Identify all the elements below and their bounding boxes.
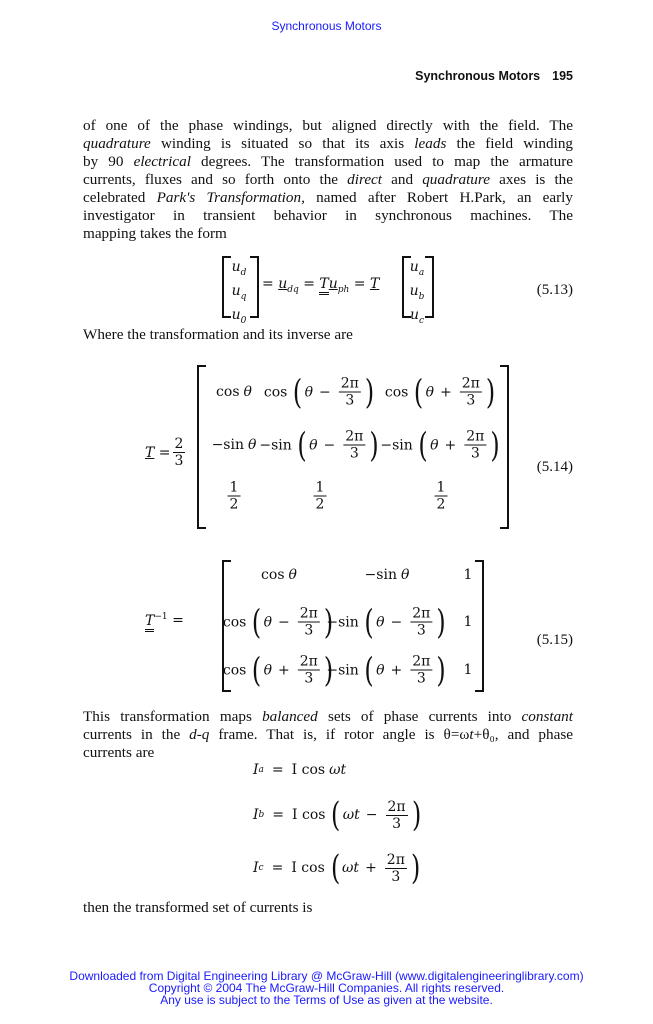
- argument: θ: [247, 437, 257, 453]
- operator: +: [278, 662, 290, 678]
- fraction: [343, 429, 365, 462]
- matrix-cell: [384, 372, 497, 412]
- denominator: 3: [345, 392, 355, 409]
- operator: −: [319, 384, 331, 400]
- text-line: [83, 171, 573, 189]
- function-name: cos: [222, 662, 247, 678]
- text-run: sets of phase currents into: [317, 708, 522, 725]
- subscript: a: [418, 267, 425, 278]
- emphasis: quadrature: [83, 135, 151, 152]
- text-line: [83, 708, 573, 726]
- matrix-cell: [292, 762, 346, 778]
- document-page: Synchronous Motors Synchronous Motors 195 of one of the phase windings, but aligned directly with the field. The quadrature winding is situated so that its axis leads the field winding by 90 electrical degrees. The transformation used to map the armature currents, fluxes and so forth onto the direct and quadrature axes is the celebrated Park's Transformation, named after Robert H.Park, an early investigator in transient behavior in synchronous machines. The mapping takes the form $u_d$ $u_q$ $u_0$ = $u_{dq} = Tu_{ph} = T$ $u_a$ $u_b$ $u_c$ (5.13) Where the transformation and its inverse are T = $\frac{2}{3}$ cos θ cos ( θ − $\frac{2\pi}{3}$ ) cos ( θ + $\frac{2\pi}{3}$ ) −sin θ −sin ( θ − $\frac{2\pi}{3}$ ) −sin ( θ + $\frac{2\pi}{3}$ ) $\frac{1}{2}$ $\frac{1}{2}$ $\frac{1}{2}$ (5.14) $T^{-1}$ = cos θ −sin θ 1 cos ( θ − $\frac{2\pi}{3}$ ) −sin ( θ − $\frac{2\pi}{3}$ ) 1 cos ( θ + $\frac{2\pi}{3}$ ) −sin ( θ + $\frac{2\pi}{3}$ ) 1 (5.15) This transformation maps balanced sets of phase currents into constant currents in the d-q frame. That is, if rotor angle is θ=ωt+θ₀, and phase currents are I a = I cos ωt I b = I cos ( ωt − $\frac{2\pi}{3}$ ) I c = I cos ( ωt + $\frac{2\pi}{3}$ ) then the transformed set of currents is Downloaded from Digital Engineering Library @ McGraw-Hill (www.digitalengineeringlibrary.com) Copyright © 2004 The McGraw-Hill Companies. All rights reserved. Any use is subject to the Terms of Use as given at the website.: [0, 0, 653, 1024]
- text-run: investigator in transient behavior in synchronous machines. The: [83, 207, 573, 224]
- text-line: [83, 117, 573, 135]
- function-name: I cos: [292, 807, 326, 823]
- function-name: cos: [384, 384, 409, 400]
- subscript: b: [258, 810, 265, 820]
- right-paren: ): [485, 372, 496, 412]
- text-run: This transformation maps: [83, 708, 263, 725]
- denominator: 3: [466, 392, 476, 409]
- text-line: [83, 135, 573, 153]
- matrix-cell: [312, 480, 329, 513]
- fraction: [298, 606, 320, 639]
- function-name: cos: [261, 567, 285, 583]
- text-run: frame. That is, if rotor angle is θ=ω: [209, 726, 470, 743]
- vector-entry: $u_c$: [409, 306, 425, 326]
- operator: −: [323, 437, 336, 453]
- where-text: Where the transformation and its inverse are: [83, 326, 353, 343]
- operator: −: [278, 614, 290, 630]
- numerator: 2π: [299, 653, 318, 670]
- matrix-cell: [216, 384, 252, 400]
- text-run: the field winding: [446, 135, 574, 152]
- right-paren: ): [410, 848, 421, 888]
- matrix-cell: [261, 567, 297, 583]
- running-head-title: Synchronous Motors: [415, 69, 541, 83]
- numerator: 2π: [299, 605, 318, 622]
- text-line: [83, 726, 573, 744]
- numerator: 1: [229, 479, 239, 496]
- current-equation: [253, 848, 422, 888]
- cell-text: 1: [463, 662, 473, 678]
- function-name: I cos: [291, 762, 326, 778]
- denominator: 2: [436, 496, 446, 513]
- emphasis: electrical: [133, 153, 191, 170]
- current-equation: [253, 795, 423, 835]
- matrix-cell: [222, 650, 335, 690]
- current-symbol: I: [253, 762, 259, 778]
- function-name: cos: [263, 384, 288, 400]
- footer-line: Copyright © 2004 The McGraw-Hill Companies. All rights reserved.: [148, 981, 505, 995]
- subscript: d: [240, 267, 247, 278]
- subscript: a: [258, 765, 264, 775]
- operator: +: [365, 860, 377, 876]
- text-run: currents, fluxes and so forth onto the: [83, 171, 348, 188]
- equation-number: (5.13): [536, 282, 573, 298]
- text-run: currents in the: [83, 726, 190, 743]
- function-name: −sin: [326, 662, 359, 678]
- left-paren: (: [364, 602, 375, 642]
- function-name: −sin: [364, 567, 397, 583]
- footer: [0, 970, 653, 1006]
- denominator: 3: [416, 670, 426, 687]
- vector-entry: $u_d$: [231, 259, 247, 278]
- left-paren: (: [418, 425, 429, 465]
- page-number: 195: [552, 69, 573, 83]
- paragraph-1: [83, 117, 573, 243]
- operator: −: [365, 807, 378, 823]
- denominator: 2: [315, 496, 325, 513]
- function-name: I cos: [291, 860, 325, 876]
- text-run: celebrated: [83, 189, 157, 206]
- argument: θ: [263, 614, 273, 630]
- text-run: +θ₀, and phase: [473, 726, 573, 743]
- right-paren: ): [490, 425, 500, 465]
- current-symbol: I: [253, 807, 259, 823]
- left-paren: (: [252, 602, 262, 642]
- emphasis: Park's Transformation,: [156, 189, 305, 206]
- chapter-banner: Synchronous Motors: [271, 19, 382, 33]
- text-line: [83, 207, 573, 225]
- right-paren: ): [323, 602, 334, 642]
- matrix-cell: [291, 848, 422, 888]
- matrix-cell: [365, 567, 410, 583]
- numerator: 2π: [386, 851, 405, 868]
- right-paren: ): [364, 372, 375, 412]
- paragraph-2: [83, 708, 573, 762]
- footer-line: Any use is subject to the Terms of Use as given at the website.: [160, 993, 493, 1007]
- function-name: cos: [222, 614, 247, 630]
- vector-entry: $u_0$: [231, 306, 247, 326]
- fraction: [298, 654, 320, 687]
- function-name: −sin: [380, 437, 413, 453]
- then-text: then the transformed set of currents is: [83, 899, 313, 916]
- text-run: mapping takes the form: [83, 225, 227, 242]
- argument: θ: [288, 567, 297, 583]
- matrix-cell: [263, 372, 376, 412]
- text-run: and: [382, 171, 423, 188]
- subscript: c: [258, 863, 264, 873]
- denominator: 3: [392, 815, 402, 832]
- left-paren: (: [252, 650, 262, 690]
- equals: =: [271, 762, 284, 778]
- denominator: 2: [229, 496, 239, 513]
- text-run: axes is the: [489, 171, 574, 188]
- right-paren: ): [411, 795, 421, 835]
- text-line: [83, 189, 573, 207]
- denominator: 3: [391, 868, 401, 885]
- numerator: 2π: [345, 428, 364, 445]
- emphasis: balanced: [262, 708, 318, 725]
- text-run: currents are: [83, 744, 155, 761]
- equation-number: (5.15): [536, 632, 573, 648]
- operator: +: [444, 437, 457, 453]
- vector-entry: $u_q$: [231, 282, 247, 302]
- numerator: 2π: [340, 375, 359, 392]
- argument: θ: [425, 384, 435, 400]
- u-dq: u: [278, 276, 288, 292]
- operator: +: [390, 662, 403, 678]
- subscript: q: [240, 291, 247, 302]
- text-line: [83, 153, 573, 171]
- left-paren: (: [364, 650, 375, 690]
- vector-entry: $u_b$: [409, 282, 425, 302]
- matrix-cell: [222, 602, 335, 642]
- matrix-cell: [212, 437, 257, 453]
- fraction: [385, 852, 407, 885]
- numerator: 2π: [412, 605, 431, 622]
- argument: ωt: [342, 807, 360, 823]
- current-equation: [253, 758, 346, 782]
- cell-text: 1: [463, 614, 473, 630]
- denominator: 3: [470, 445, 480, 462]
- emphasis: t: [469, 726, 474, 743]
- emphasis: leads: [414, 135, 447, 152]
- function-name: −sin: [259, 437, 292, 453]
- text-line: [83, 225, 573, 243]
- fraction: [386, 799, 408, 832]
- argument: θ: [243, 384, 252, 400]
- subscript: c: [418, 315, 425, 326]
- numerator: 2π: [412, 653, 431, 670]
- equals: =: [271, 860, 284, 876]
- operator: +: [440, 384, 452, 400]
- matrix-cell: [464, 614, 473, 630]
- matrix-cell: [226, 480, 243, 513]
- function-name: cos: [216, 384, 240, 400]
- fraction: [464, 429, 486, 462]
- numerator: 2π: [461, 375, 480, 392]
- numerator: 2π: [466, 428, 485, 445]
- argument: ωt: [342, 860, 360, 876]
- argument: ωt: [329, 762, 347, 778]
- fraction: [460, 376, 482, 409]
- text-run: of one of the phase windings, but aligned directly with the field. The: [83, 117, 573, 134]
- vector-entry: $u_a$: [409, 259, 425, 278]
- running-head: [415, 69, 573, 83]
- matrix-cell: [292, 795, 423, 835]
- left-paren: (: [414, 372, 424, 412]
- matrix-cell: [323, 602, 447, 642]
- fraction: [339, 376, 361, 409]
- right-paren: ): [323, 650, 334, 690]
- right-paren: ): [369, 425, 379, 465]
- numerator: 2π: [387, 798, 406, 815]
- text-run: degrees. The transformation used to map the armature: [190, 153, 573, 170]
- fraction: [435, 480, 448, 513]
- equals: =: [272, 807, 285, 823]
- argument: θ: [309, 437, 318, 453]
- text-run: named after Robert H.Park, an early: [304, 189, 573, 206]
- operator: −: [390, 614, 403, 630]
- matrix-cell: [323, 650, 447, 690]
- matrix-cell: [380, 425, 501, 465]
- function-name: −sin: [211, 437, 244, 453]
- right-paren: ): [436, 650, 446, 690]
- current-symbol: I: [253, 860, 259, 876]
- subscript: b: [418, 291, 425, 302]
- equation-number: (5.14): [536, 459, 573, 475]
- argument: θ: [263, 662, 273, 678]
- text-run: by 90: [83, 153, 134, 170]
- numerator: 1: [315, 479, 325, 496]
- matrix-cell: [464, 567, 473, 583]
- footer-line: Downloaded from Digital Engineering Library @ McGraw-Hill (www.digitalengineeringlibrary.com): [69, 969, 584, 983]
- matrix-cell: [259, 425, 380, 465]
- argument: θ: [304, 384, 314, 400]
- argument: θ: [430, 437, 439, 453]
- left-paren: (: [297, 425, 308, 465]
- denominator: 3: [416, 622, 426, 639]
- fraction: [410, 606, 432, 639]
- denominator: 3: [304, 670, 314, 687]
- matrix-cell: [464, 662, 473, 678]
- left-paren: (: [331, 795, 341, 835]
- denominator: 3: [349, 445, 359, 462]
- fraction: [228, 480, 241, 513]
- emphasis: d-q: [189, 726, 210, 743]
- numerator: 1: [436, 479, 446, 496]
- text-run: winding is situated so that its axis: [150, 135, 415, 152]
- emphasis: direct: [347, 171, 383, 188]
- argument: θ: [376, 662, 385, 678]
- denominator: 3: [304, 622, 314, 639]
- matrix-cell: [433, 480, 450, 513]
- left-paren: (: [330, 848, 341, 888]
- cell-text: 1: [463, 567, 473, 583]
- left-paren: (: [293, 372, 303, 412]
- fraction: [410, 654, 432, 687]
- function-name: −sin: [326, 614, 359, 630]
- argument: θ: [376, 614, 385, 630]
- argument: θ: [400, 567, 410, 583]
- emphasis: quadrature: [422, 171, 490, 188]
- emphasis: constant: [521, 708, 573, 725]
- fraction: [314, 480, 327, 513]
- subscript: 0: [240, 315, 247, 326]
- right-paren: ): [436, 602, 446, 642]
